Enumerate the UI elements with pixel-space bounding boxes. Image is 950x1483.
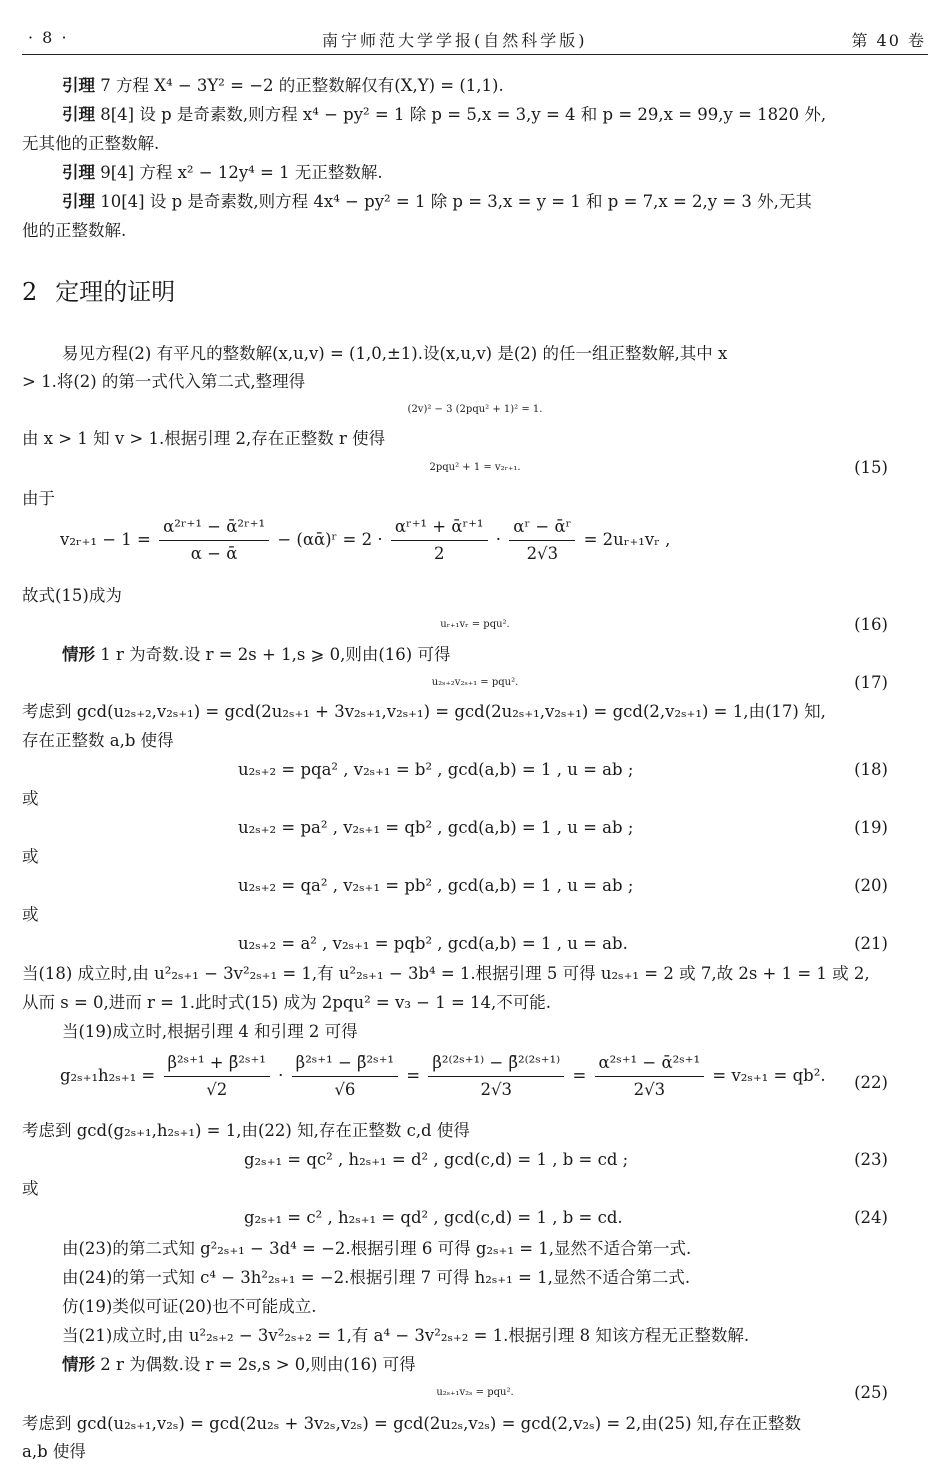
paragraph-line: 故式(15)成为 xyxy=(22,586,122,605)
running-header xyxy=(22,28,928,55)
fraction xyxy=(509,516,575,565)
lemma-text: 9[4] 方程 x² − 12y⁴ = 1 无正整数解. xyxy=(95,163,383,182)
formula-part: · xyxy=(495,530,502,549)
journal-title: 南宁师范大学学报(自然科学版) xyxy=(322,31,588,50)
lemma-text: 7 方程 X⁴ − 3Y² = −2 的正整数解仅有(X,Y) = (1,1). xyxy=(95,76,504,95)
equation-number: (24) xyxy=(854,1208,888,1227)
formula-part: = xyxy=(406,1066,421,1085)
formula-20: u₂ₛ₊₂ = qa² , v₂ₛ₊₁ = pb² , gcd(a,b) = 1 , u = ab ; xyxy=(238,876,634,895)
equation-number: (18) xyxy=(854,760,888,779)
formula-24: g₂ₛ₊₁ = c² , h₂ₛ₊₁ = qd² , gcd(c,d) = 1 , b = cd. xyxy=(244,1208,623,1227)
denominator: 2 xyxy=(433,544,445,563)
formula-19: u₂ₛ₊₂ = pa² , v₂ₛ₊₁ = qb² , gcd(a,b) = 1 , u = ab ; xyxy=(238,818,634,837)
fraction xyxy=(428,1052,564,1101)
lemma-label: 引理 xyxy=(62,192,95,211)
numerator: α²ˢ⁺¹ − ᾱ²ˢ⁺¹ xyxy=(595,1052,705,1077)
lemma-8 xyxy=(62,101,928,129)
formula-16: uᵣ₊₁vᵣ = pqu². xyxy=(440,619,510,630)
denominator: 2√3 xyxy=(480,1080,513,1099)
paragraph-line: 由(23)的第二式知 g²₂ₛ₊₁ − 3d⁴ = −2.根据引理 6 可得 g₂ₛ₊₁ = 1,显然不适合第一式. xyxy=(62,1239,692,1258)
formula-part: − (αᾱ)ʳ = 2 · xyxy=(277,530,383,549)
case-2 xyxy=(62,1351,928,1379)
lemma-text: 10[4] 设 p 是奇素数,则方程 4x⁴ − py² = 1 除 p = 3,x = y = 1 和 p = 7,x = 2,y = 3 外,无其 xyxy=(95,192,812,211)
paragraph-line: > 1.将(2) 的第一式代入第二式,整理得 xyxy=(22,372,306,391)
lemma-label: 引理 xyxy=(62,163,95,182)
fraction xyxy=(164,1052,270,1101)
paragraph-line: a,b 使得 xyxy=(22,1442,86,1461)
formula-23: g₂ₛ₊₁ = qc² , h₂ₛ₊₁ = d² , gcd(c,d) = 1 , b = cd ; xyxy=(244,1150,629,1169)
connector-or: 或 xyxy=(22,905,39,924)
paragraph-line: 考虑到 gcd(u₂ₛ₊₂,v₂ₛ₊₁) = gcd(2u₂ₛ₊₁ + 3v₂ₛ₊₁,v₂ₛ₊₁) = gcd(2u₂ₛ₊₁,v₂ₛ₊₁) = gcd(2,v₂ₛ₊₁) = 1,由(17) 知, xyxy=(22,702,826,721)
equation-number: (20) xyxy=(854,876,888,895)
numerator: αʳ − ᾱʳ xyxy=(509,516,575,541)
fraction xyxy=(159,516,269,565)
equation-number: (21) xyxy=(854,934,888,953)
numerator: β²⁽²ˢ⁺¹⁾ − β̄²⁽²ˢ⁺¹⁾ xyxy=(428,1052,564,1077)
numerator: β²ˢ⁺¹ − β̄²ˢ⁺¹ xyxy=(292,1052,398,1077)
volume-label: 第 40 卷 xyxy=(851,31,926,50)
formula: (2v)² − 3 (2pqu² + 1)² = 1. xyxy=(407,404,543,415)
fraction xyxy=(595,1052,705,1101)
fraction xyxy=(391,516,488,565)
lemma-9 xyxy=(62,159,928,187)
formula-part: v₂ᵣ₊₁ − 1 = xyxy=(60,530,151,549)
equation-number: (23) xyxy=(854,1150,888,1169)
paragraph-line: 由 x > 1 知 v > 1.根据引理 2,存在正整数 r 使得 xyxy=(22,429,386,448)
paragraph-line: 当(18) 成立时,由 u²₂ₛ₊₁ − 3v²₂ₛ₊₁ = 1,有 u²₂ₛ₊₁ − 3b⁴ = 1.根据引理 5 可得 u₂ₛ₊₁ = 2 或 7,故 2s + 1 = 1 或 2, xyxy=(22,964,870,983)
case-label: 情形 xyxy=(62,645,95,664)
equation-number: (19) xyxy=(854,818,888,837)
formula-part: = xyxy=(572,1066,587,1085)
connector-or: 或 xyxy=(22,1179,39,1198)
numerator: β²ˢ⁺¹ + β̄²ˢ⁺¹ xyxy=(164,1052,270,1077)
section-title: 定理的证明 xyxy=(55,278,176,306)
page-number: · 8 · xyxy=(28,28,69,47)
lemma-8-continued: 无其他的正整数解. xyxy=(22,134,160,153)
denominator: √2 xyxy=(206,1080,228,1099)
equation-number: (16) xyxy=(854,615,888,634)
lemma-label: 引理 xyxy=(62,76,95,95)
paragraph-line: 由(24)的第一式知 c⁴ − 3h²₂ₛ₊₁ = −2.根据引理 7 可得 h₂ₛ₊₁ = 1,显然不适合第二式. xyxy=(62,1268,691,1287)
connector-or: 或 xyxy=(22,847,39,866)
section-number: 2 xyxy=(22,278,38,306)
formula-part: · xyxy=(278,1066,284,1085)
formula-18: u₂ₛ₊₂ = pqa² , v₂ₛ₊₁ = b² , gcd(a,b) = 1 , u = ab ; xyxy=(238,760,634,779)
paragraph-line: 仿(19)类似可证(20)也不可能成立. xyxy=(62,1297,317,1316)
equation-number: (15) xyxy=(854,458,888,477)
lemma-10 xyxy=(62,188,928,216)
denominator: α − ᾱ xyxy=(190,544,238,563)
numerator: α²ʳ⁺¹ − ᾱ²ʳ⁺¹ xyxy=(159,516,269,541)
paragraph-line: 存在正整数 a,b 使得 xyxy=(22,731,174,750)
lemma-10-continued: 他的正整数解. xyxy=(22,221,127,240)
formula-21: u₂ₛ₊₂ = a² , v₂ₛ₊₁ = pqb² , gcd(a,b) = 1 , u = ab. xyxy=(238,934,628,953)
formula-15: 2pqu² + 1 = v₂ᵣ₊₁. xyxy=(429,462,521,473)
paragraph-line: 当(21)成立时,由 u²₂ₛ₊₂ − 3v²₂ₛ₊₂ = 1,有 a⁴ − 3v²₂ₛ₊₂ = 1.根据引理 8 知该方程无正整数解. xyxy=(62,1326,750,1345)
fraction xyxy=(292,1052,398,1101)
paragraph-line: 从而 s = 0,进而 r = 1.此时式(15) 成为 2pqu² = v₃ − 1 = 14,不可能. xyxy=(22,993,552,1012)
paragraph-line: 考虑到 gcd(g₂ₛ₊₁,h₂ₛ₊₁) = 1,由(22) 知,存在正整数 c,d 使得 xyxy=(22,1121,470,1140)
equation-number: (22) xyxy=(854,1073,888,1092)
formula-25: u₂ₛ₊₁v₂ₛ = pqu². xyxy=(436,1387,514,1398)
paragraph-line: 考虑到 gcd(u₂ₛ₊₁,v₂ₛ) = gcd(2u₂ₛ + 3v₂ₛ,v₂ₛ) = gcd(2u₂ₛ,v₂ₛ) = gcd(2,v₂ₛ) = 2,由(25) 知,存在正整数 xyxy=(22,1414,802,1433)
connector-or: 或 xyxy=(22,789,39,808)
lemma-7 xyxy=(62,72,928,100)
formula-part: = v₂ₛ₊₁ = qb². xyxy=(712,1066,826,1085)
lemma-text: 8[4] 设 p 是奇素数,则方程 x⁴ − py² = 1 除 p = 5,x = 3,y = 4 和 p = 29,x = 99,y = 1820 外, xyxy=(95,105,827,124)
numerator: αʳ⁺¹ + ᾱʳ⁺¹ xyxy=(391,516,488,541)
formula-22 xyxy=(60,1052,826,1101)
case-label: 情形 xyxy=(62,1355,95,1374)
lemma-label: 引理 xyxy=(62,105,95,124)
case-text: 1 r 为奇数.设 r = 2s + 1,s ⩾ 0,则由(16) 可得 xyxy=(95,645,451,664)
paragraph-line: 由于 xyxy=(22,489,55,508)
denominator: 2√3 xyxy=(526,544,559,563)
formula-part: g₂ₛ₊₁h₂ₛ₊₁ = xyxy=(60,1066,156,1085)
formula-part: = 2uᵣ₊₁vᵣ , xyxy=(583,530,671,549)
denominator: √6 xyxy=(334,1080,356,1099)
formula-17: u₂ₛ₊₂v₂ₛ₊₁ = pqu². xyxy=(431,677,519,688)
equation-number: (17) xyxy=(854,673,888,692)
paragraph-line: 易见方程(2) 有平凡的整数解(x,u,v) = (1,0,±1).设(x,u,v) 是(2) 的任一组正整数解,其中 x xyxy=(62,344,728,363)
case-1 xyxy=(62,641,928,669)
equation-number: (25) xyxy=(854,1383,888,1402)
paragraph-line: 当(19)成立时,根据引理 4 和引理 2 可得 xyxy=(62,1022,358,1041)
section-heading xyxy=(22,276,175,308)
formula-display xyxy=(60,516,670,565)
case-text: 2 r 为偶数.设 r = 2s,s > 0,则由(16) 可得 xyxy=(95,1355,416,1374)
denominator: 2√3 xyxy=(633,1080,666,1099)
